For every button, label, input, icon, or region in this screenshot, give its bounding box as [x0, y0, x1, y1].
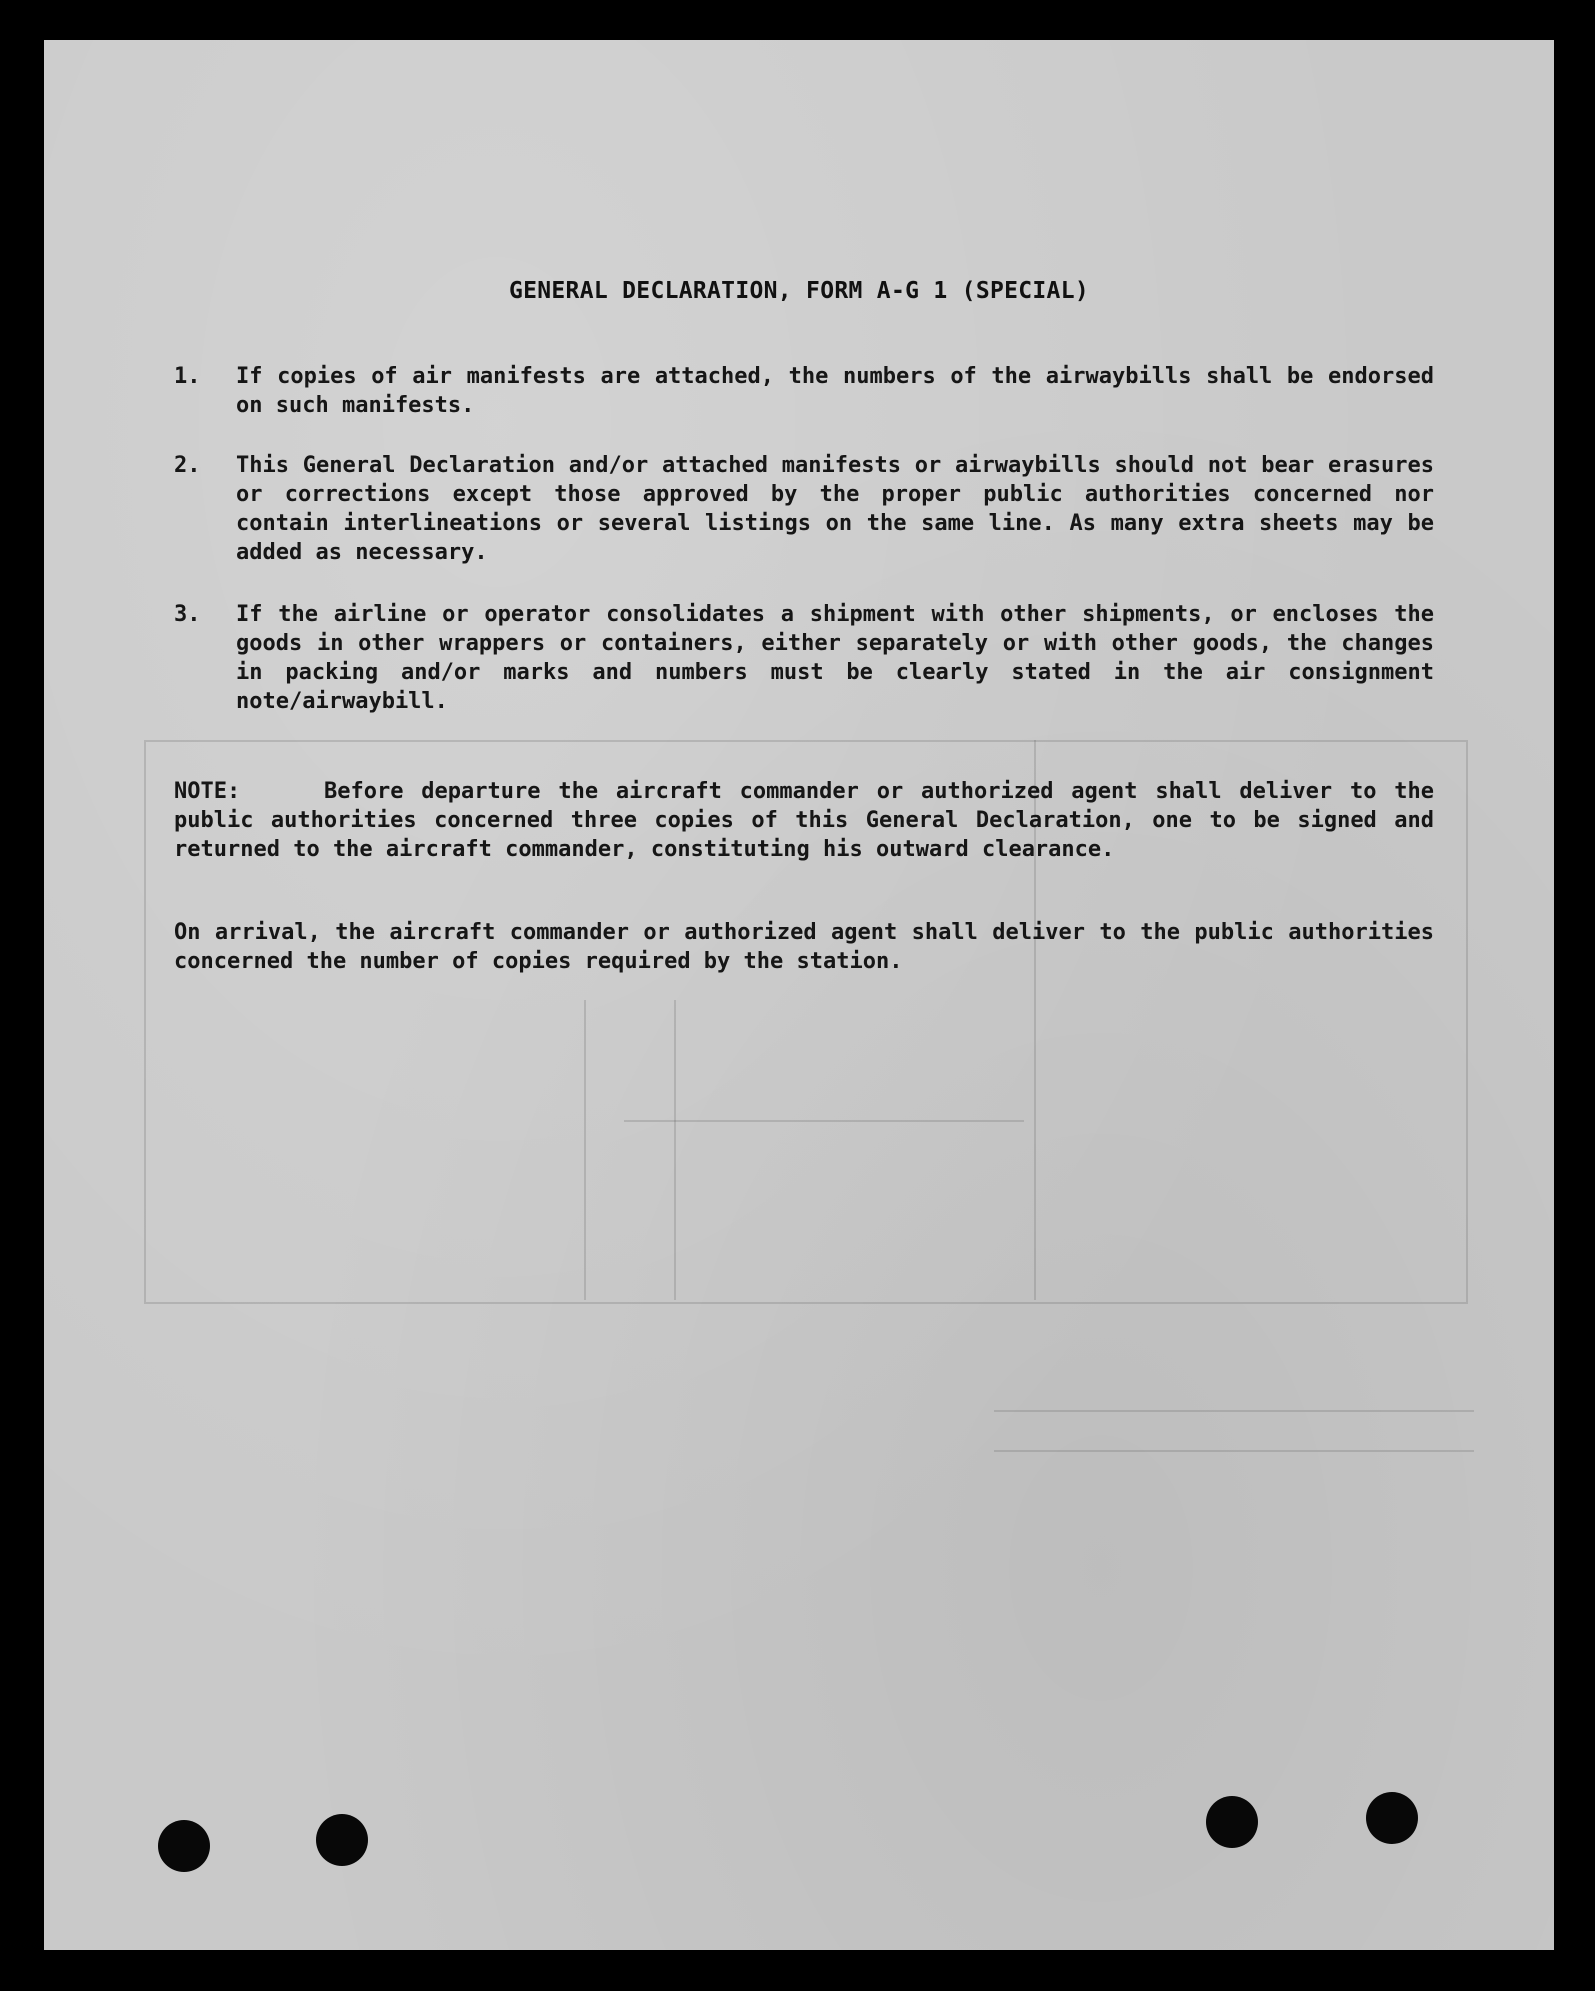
bleed-through-line	[624, 1120, 1024, 1122]
punch-hole	[316, 1814, 368, 1866]
punch-hole	[1206, 1796, 1258, 1848]
item-text: If copies of air manifests are attached, the numbers of the airwaybills shall be endorsed on such manifests.	[236, 364, 1434, 418]
note-label: NOTE:	[174, 779, 241, 804]
punch-hole	[1366, 1792, 1418, 1844]
item-text: This General Declaration and/or attached manifests or airwaybills should not bear erasures or corrections except those approved by the proper public authorities concerned nor contain interlineations or several listings on the same line. As many extra sheets may be added as necessary.	[236, 453, 1434, 565]
instruction-item-1	[174, 362, 1434, 420]
arrival-text: On arrival, the aircraft commander or authorized agent shall deliver to the public authorities concerned the number of copies required by the station.	[174, 920, 1434, 974]
bleed-through-line	[674, 1000, 676, 1300]
bleed-through-line	[994, 1410, 1474, 1412]
instruction-item-3	[174, 600, 1434, 716]
item-number: 1.	[174, 364, 201, 389]
note-text: Before departure the aircraft commander or authorized agent shall deliver to the public authorities concerned three copies of this General Declaration, one to be signed and returned to the aircraft commander, constituting his outward clearance.	[174, 779, 1434, 862]
instruction-item-2	[174, 451, 1434, 567]
item-text: If the airline or operator consolidates a shipment with other shipments, or encloses the goods in other wrappers or containers, either separately or with other goods, the changes in packing and/or marks and numbers must be clearly stated in the air consignment note/airwaybill.	[236, 602, 1434, 714]
bleed-through-line	[584, 1000, 586, 1300]
item-number: 2.	[174, 453, 201, 478]
item-number: 3.	[174, 602, 201, 627]
bleed-through-line	[994, 1450, 1474, 1452]
punch-hole	[158, 1820, 210, 1872]
document-page	[44, 40, 1554, 1950]
document-title: GENERAL DECLARATION, FORM A-G 1 (SPECIAL)	[508, 278, 1090, 304]
note-paragraph	[174, 777, 1434, 864]
arrival-paragraph	[174, 918, 1434, 976]
